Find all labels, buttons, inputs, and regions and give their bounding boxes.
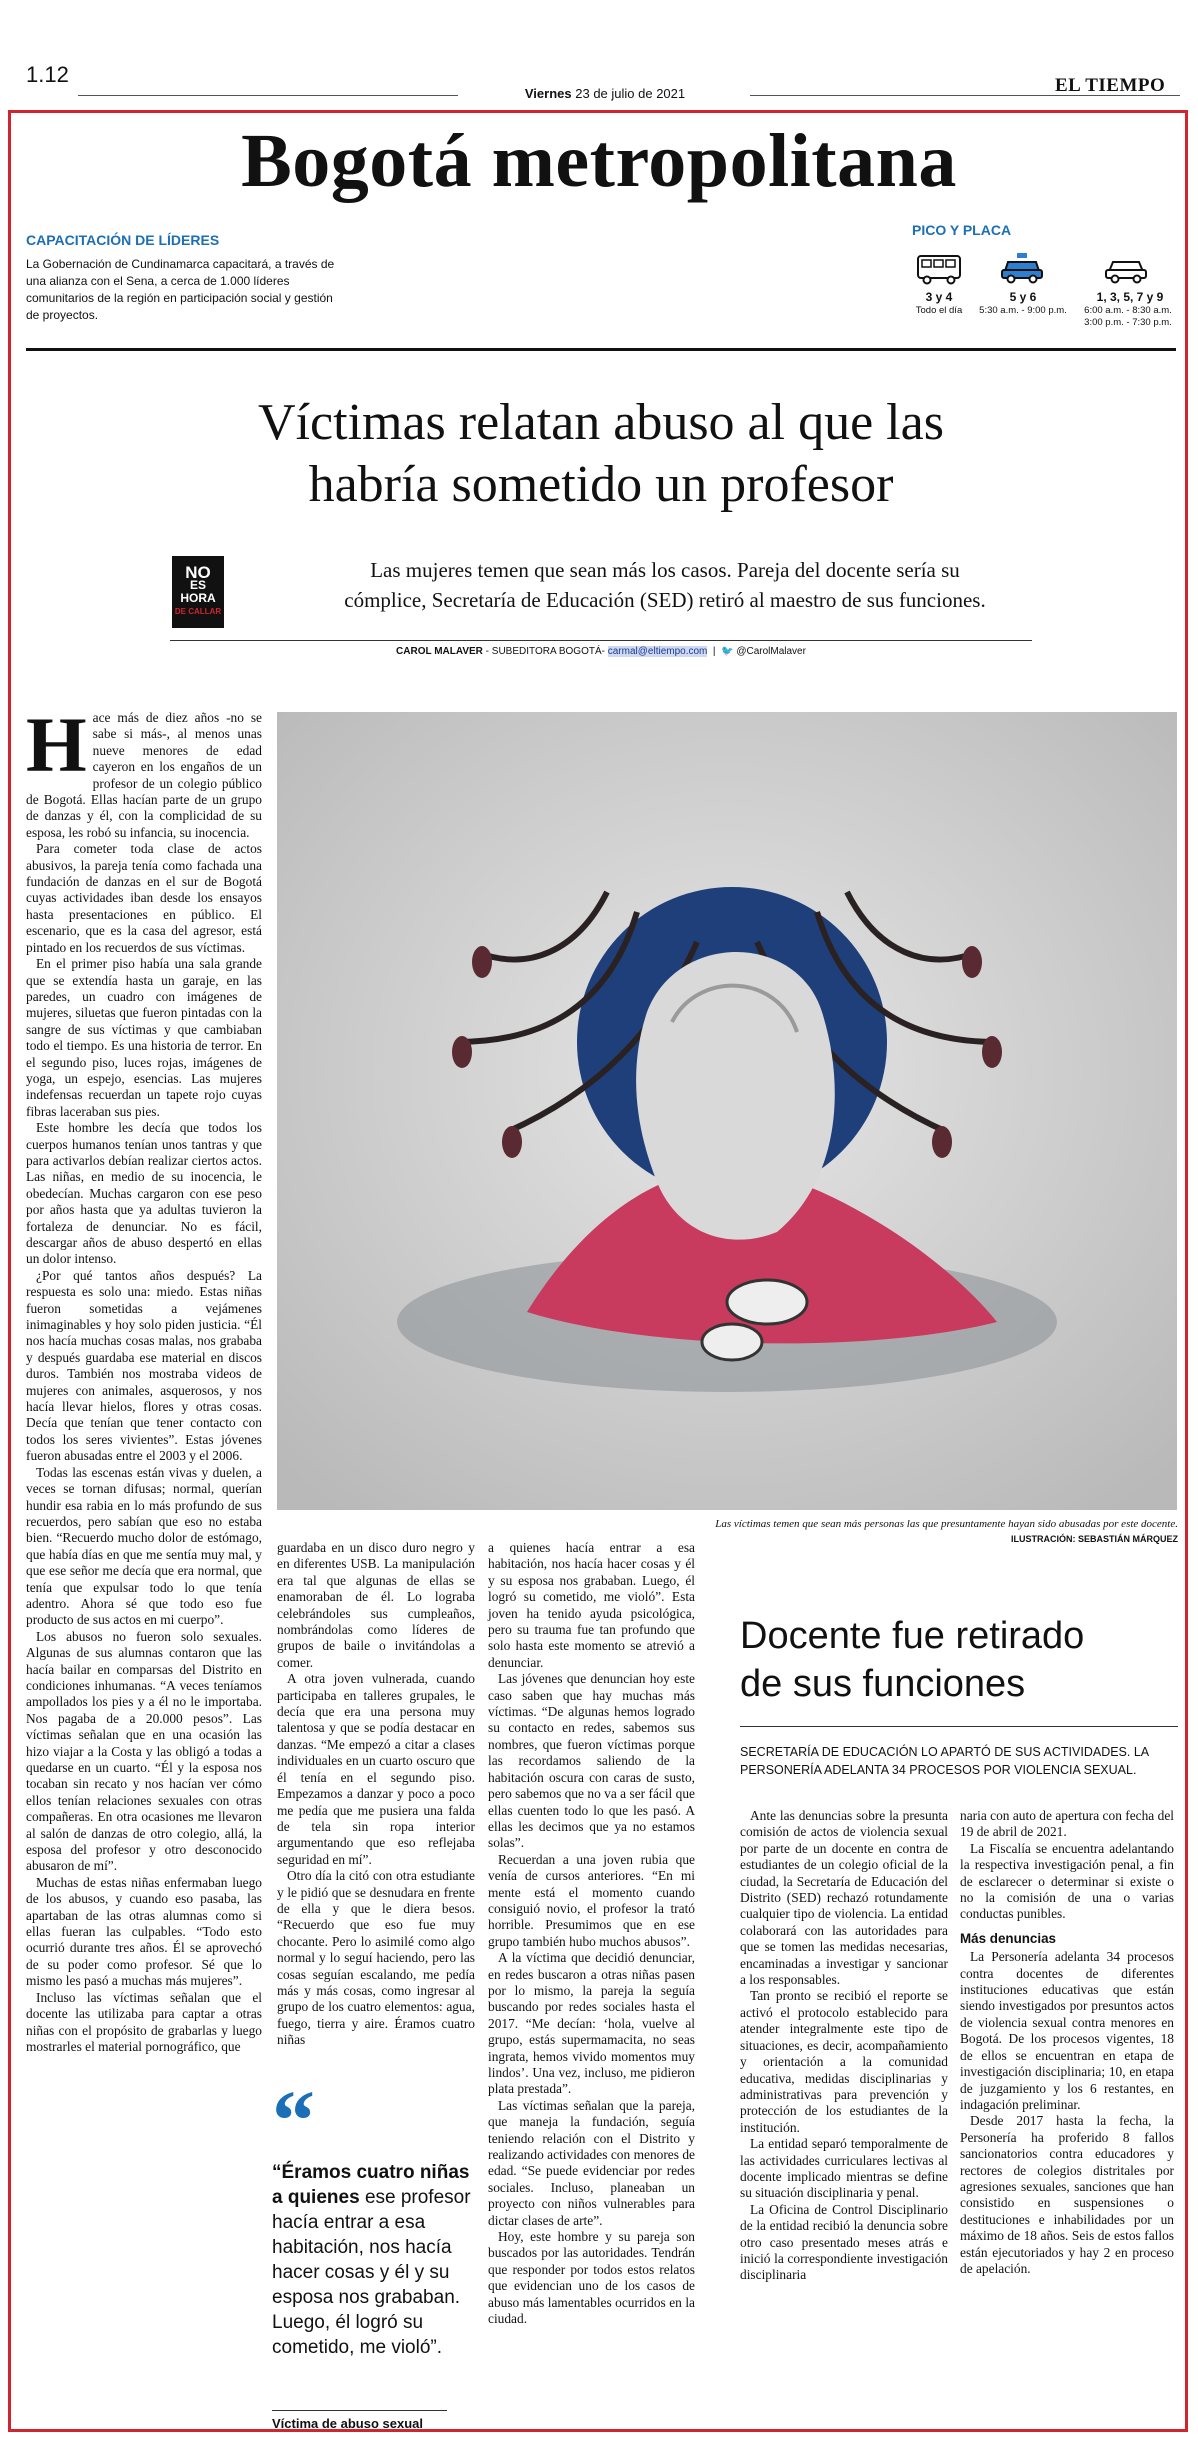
bus-icon (915, 250, 963, 286)
pull-quote: “Éramos cuatro niñas a quienes ese profesor hacía entrar a esa habitación, nos hacía hacer cosas y él y su esposa nos grababan. Luego, él logró su cometido, me violó”. (272, 2162, 471, 2358)
car-hours-afternoon: 3:00 p.m. - 7:30 p.m. (1084, 317, 1172, 328)
byline-rule (170, 640, 1032, 641)
car-plates: 1, 3, 5, 7 y 9 (1096, 290, 1164, 304)
quote-rule (272, 2410, 447, 2411)
brief-text: La Gobernación de Cundinamarca capacitará, a través de una alianza con el Sena, a cerca de 1.000 líderes comunitarios de la región en participación social y gestión de proyectos. (26, 257, 335, 322)
quote-mark-icon: “ (272, 2072, 315, 2168)
car-icon (1102, 250, 1150, 286)
bus-plates: 3 y 4 (925, 290, 953, 304)
bus-hours: Todo el día (915, 305, 963, 316)
issue-date: Viernes 23 de julio de 2021 (524, 86, 686, 101)
quote-author: Víctima de abuso sexual (272, 2416, 424, 2431)
pico-placa-title: PICO Y PLACA (912, 222, 1012, 238)
sidebar-deck: SECRETARÍA DE EDUCACIÓN LO APARTÓ DE SUS ACTIVIDADES. LA PERSONERÍA ADELANTA 34 PROCESOS POR VIOLENCIA SEXUAL. (740, 1745, 1149, 1777)
sidebar-headline: Docente fue retirado de sus funciones (740, 1615, 1085, 1705)
page-number: 1.12 (26, 62, 69, 87)
taxi-plates: 5 y 6 (1009, 290, 1037, 304)
author-twitter[interactable]: @CarolMalaver (736, 646, 806, 657)
author-email[interactable]: carmal@eltiempo.com (607, 646, 708, 657)
article-illustration (277, 712, 1177, 1510)
taxi-icon (998, 250, 1046, 286)
sidebar-column-2: naria con auto de apertura con fecha del 19 de abril de 2021. La Fiscalía se encuentra adelantando la respectiva investigación penal, a fin de esclarecer o determinar si existe o no la comisión de una o varias conductas punibles. Más denuncias La Personería adelanta 34 procesos contra docentes de diferentes instituciones educativas que están siendo investigados por presuntos actos de violencia sexual contra menores en Bogotá. De los procesos vigentes, 18 de ellos se encuentran en etapa de investigación disciplinaria; 10, en etapa de juzgamiento y los 6 restantes, en indagación preliminar. Desde 2017 hasta la fecha, la Personería ha proferido 8 fallos sancionatorios contra educadores y rectores de colegios distritales por agresiones sexuales, sanciones que han consistido en suspensiones o destituciones e inhabilidades por un máximo de 18 años. Seis de estos fallos están ejecutoriados y hay 2 en proceso de apelación. (960, 1808, 1174, 2276)
article-deck: Las mujeres temen que sean más los casos. Pareja del docente sería su cómplice, Secretaría de Educación (SED) retiró al maestro de sus funciones. (344, 558, 986, 612)
sidebar-rule (740, 1726, 1178, 1727)
car-hours-morning: 6:00 a.m. - 8:30 a.m. (1084, 305, 1172, 316)
brief-title: CAPACITACIÓN DE LÍDERES (26, 232, 220, 248)
article-headline: Víctimas relatan abuso al que las habría sometido un profesor (258, 394, 944, 513)
twitter-icon: 🐦 (721, 646, 734, 657)
header-rule-left (78, 95, 458, 96)
sidebar-subhead: Más denuncias (960, 1930, 1056, 1946)
article-column-3: a quienes hacía entrar a esa habitación, nos hacía hacer cosas y él y su esposa nos grababan. Luego, él logró su cometido, me violó”. Esta joven ha tenido ayuda psicológica, pero su trauma fue tan profundo que solo hasta este momento se atrevió a denunciar. Las jóvenes que denuncian hoy este caso saben que hay muchas más víctimas. “De algunas hemos logrado su contacto en redes, sabemos sus nombres, que fueron víctimas porque las recordamos saliendo de la habitación oscura con caras de susto, pero sabemos que no va a ser fácil que ellas cuenten todo lo que les pasó. A ellas les decimos que ya no estamos solas”. Recuerdan a una joven rubia que venía de cursos anteriores. “En mi mente está el momento cuando consiguió novio, el profesor la trató horrible. Presumimos que en ese grupo también hubo muchos abusos”. A la víctima que decidió denunciar, en redes buscaron a otras niñas pasen por lo mismo, la pareja la seguía buscando por redes sociales hasta el 2017. “Me decían: ‘hola, vuelve al grupo, estás supermamacita, no seas ingrata, hemos vivido momentos muy lindos’. Una vez, incluso, me pidieron plata prestada”. Las víctimas señalan que la pareja, que maneja la fundación, seguía teniendo relación con el Distrito y realizando actividades con menores de edad. “Se puede evidenciar por redes sociales. Incluso, planeaban un proyecto con niños vulnerables para dictar clases de arte”. Hoy, este hombre y su pareja son buscados por las autoridades. Tendrán que responder por todos estos relatos que evidencian uno de los casos de abuso más lamentables ocurridos en la ciudad. (488, 1540, 695, 2327)
article-column-2: guardaba en un disco duro negro y en diferentes USB. La manipulación era tal que algunas de ellas se enamoraban de él. Lo lograba celebrándoles sus cumpleaños, nombrándolas como líderes de grupos de baile o invitándolas a comer. A otra joven vulnerada, cuando participaba en talleres grupales, le decía que era una persona muy talentosa y que se podía destacar en danzas. “Me empezó a citar a clases individuales en un cuarto oscuro que él tenía en el segundo piso. Empezamos a danzar y poco a poco me pedía que me pusiera una falda de tela sin ropa interior argumentando que eso reflejaba seguridad en mí”. Otro día la citó con otra estudiante y le pidió que se desnudara en frente de ella y que le diera besos. “Recuerdo que eso fue muy chocante. Pero lo asimilé como algo normal y lo seguí haciendo, pero las cosas seguían escalando, me pedía más y más cosas, como ingresar al grupo de los cuatro elementos: agua, fuego, tierra y aire. Éramos cuatro niñas (277, 1540, 475, 2048)
article-column-1: Hace más de diez años -no se sabe si más-, al menos unas nueve menores de edad cayeron en los engaños de un profesor de un colegio público de Bogotá. Ellas hacían parte de un grupo de danzas y él, con la complicidad de su esposa, les robó su infancia, su inocencia. Para cometer toda clase de actos abusivos, la pareja tenía como fachada una fundación de danzas en el sur de Bogotá cuyas actividades iban desde los ensayos hasta presentaciones en público. El escenario, que es la casa del agresor, está pintado en los recuerdos de sus víctimas. En el primer piso había una sala grande que se extendía hasta un garaje, en las paredes, un cuadro con imágenes de mujeres, siluetas que fueron pintadas con la sangre de sus víctimas y que cambiaban todo el tiempo. Es una historia de terror. En el segundo piso, luces rojas, imágenes de yoga, un espejo, esencias. Las mujeres indefensas recuerdan un tapete rojo cuyas fibras laceraban sus pies. Este hombre les decía que todos los cuerpos humanos tenían unos tantras y que para activarlos debían realizar ciertos actos. Las niñas, en medio de su inocencia, le obedecían. Muchas cargaron con ese peso por años hasta que ya adultas tuvieron la fortaleza de denunciar. No es fácil, descargar años de abuso despertó en ellas un dolor intenso. ¿Por qué tantos años después? La respuesta es solo una: miedo. Estas niñas fueron sometidas a vejámenes inimaginables y hoy solo piden justicia. “Él nos hacía muchas cosas malas, nos grababa y después guardaba ese material en discos duros. También nos mostraba videos de mujeres con animales, asquerosos, y nos hacía llevar hielos, flores y otras cosas. Decía que tenían que tener contacto con todos los seres vivientes”. Estas jóvenes fueron abusadas entre el 2003 y el 2006. Todas las escenas están vivas y duelen, a veces se tornan difusas; normal, querían hundir esa rabia en lo más profundo de sus recuerdos, pero sabían que eso no estaba bien. “Recuerdo mucho dolor de estómago, que había días en que me sentía muy mal, y que ese señor me decía que era normal, que tenía que expulsar todo lo que tenía adentro. Ahora sé que todo eso fue producto de sus actos en mi cuerpo”. Los abusos no fueron solo sexuales. Algunas de sus alumnas contaron que las hacía bailar en comparsas del Distrito en condiciones inhumanas. “A veces teníamos ampollados los pies y a él no le importaba. Nos pagaba de a 20.000 pesos”. Las víctimas señalan que en una ocasión las hizo viajar a la Costa y las obligó a todas a quedarse en un cuarto. “Él y la esposa nos tocaban sin recato y nos hacían ver cómo ellos tenían relaciones sexuales con otras compañeras. En otra ocasiones me llevaron al salón de danzas de otro colegio, allá, la esposa del profesor y otro desconocido abusaron de mí”. Muchas de estas niñas enfermaban luego de los abusos, y cuando eso pasaba, las apartaban de las otras alumnas como si ellas fueran las culpables. “Todo esto ocurrió durante tres años. Él se aprovechó de su poder como profesor. Sé que lo mismo les pasó a muchas más mujeres”. Incluso las víctimas señalan que el docente las utilizaba para captar a otras niñas con el propósito de grabarlas y luego mostrarles el material pornográfico, que (26, 701, 262, 2054)
sidebar-column-1: Ante las denuncias sobre la presunta comisión de actos de violencia sexual por parte de un docente en contra de estudiantes de un colegio oficial de la ciudad, la Secretaría de Educación del Distrito (SED) rechazó rotundamente cualquier tipo de violencia. La entidad colaborará con las autoridades para que se tomen las medidas necesarias, encaminadas a investigar y sancionar a los responsables. Tan pronto se recibió el reporte se activó el protocolo establecido para atender integralmente este tipo de situaciones, es decir, acompañamiento y orientación a la comunidad educativa, medidas disciplinarias y administrativas para prevención y protección de los estudiantes de la institución. La entidad separó temporalmente de las actividades curriculares lectivas al docente implicado mientras se define su situación disciplinaria y penal. La Oficina de Control Disciplinario de la entidad recibió la denuncia sobre otro caso presentado meses atrás e inició la correspondiente investigación disciplinaria (740, 1808, 948, 2283)
byline: CAROL MALAVER - SUBEDITORA BOGOTÁ- carmal@eltiempo.com | 🐦 @CarolMalaver (396, 646, 806, 657)
illustration-caption: Las víctimas temen que sean más personas las que presuntamente hayan sido abusadas por este docente. ILUSTRACIÓN: SEBASTIÁN MÁRQUEZ (715, 1518, 1178, 1544)
section-title: Bogotá metropolitana (241, 119, 957, 203)
drop-cap: H (26, 701, 87, 788)
campaign-badge: NO ES HORA DE CALLAR (172, 556, 224, 628)
taxi-hours: 5:30 a.m. - 9:00 p.m. (979, 305, 1067, 316)
section-rule (26, 348, 1176, 351)
newspaper-logo: EL TIEMPO (1055, 75, 1166, 96)
